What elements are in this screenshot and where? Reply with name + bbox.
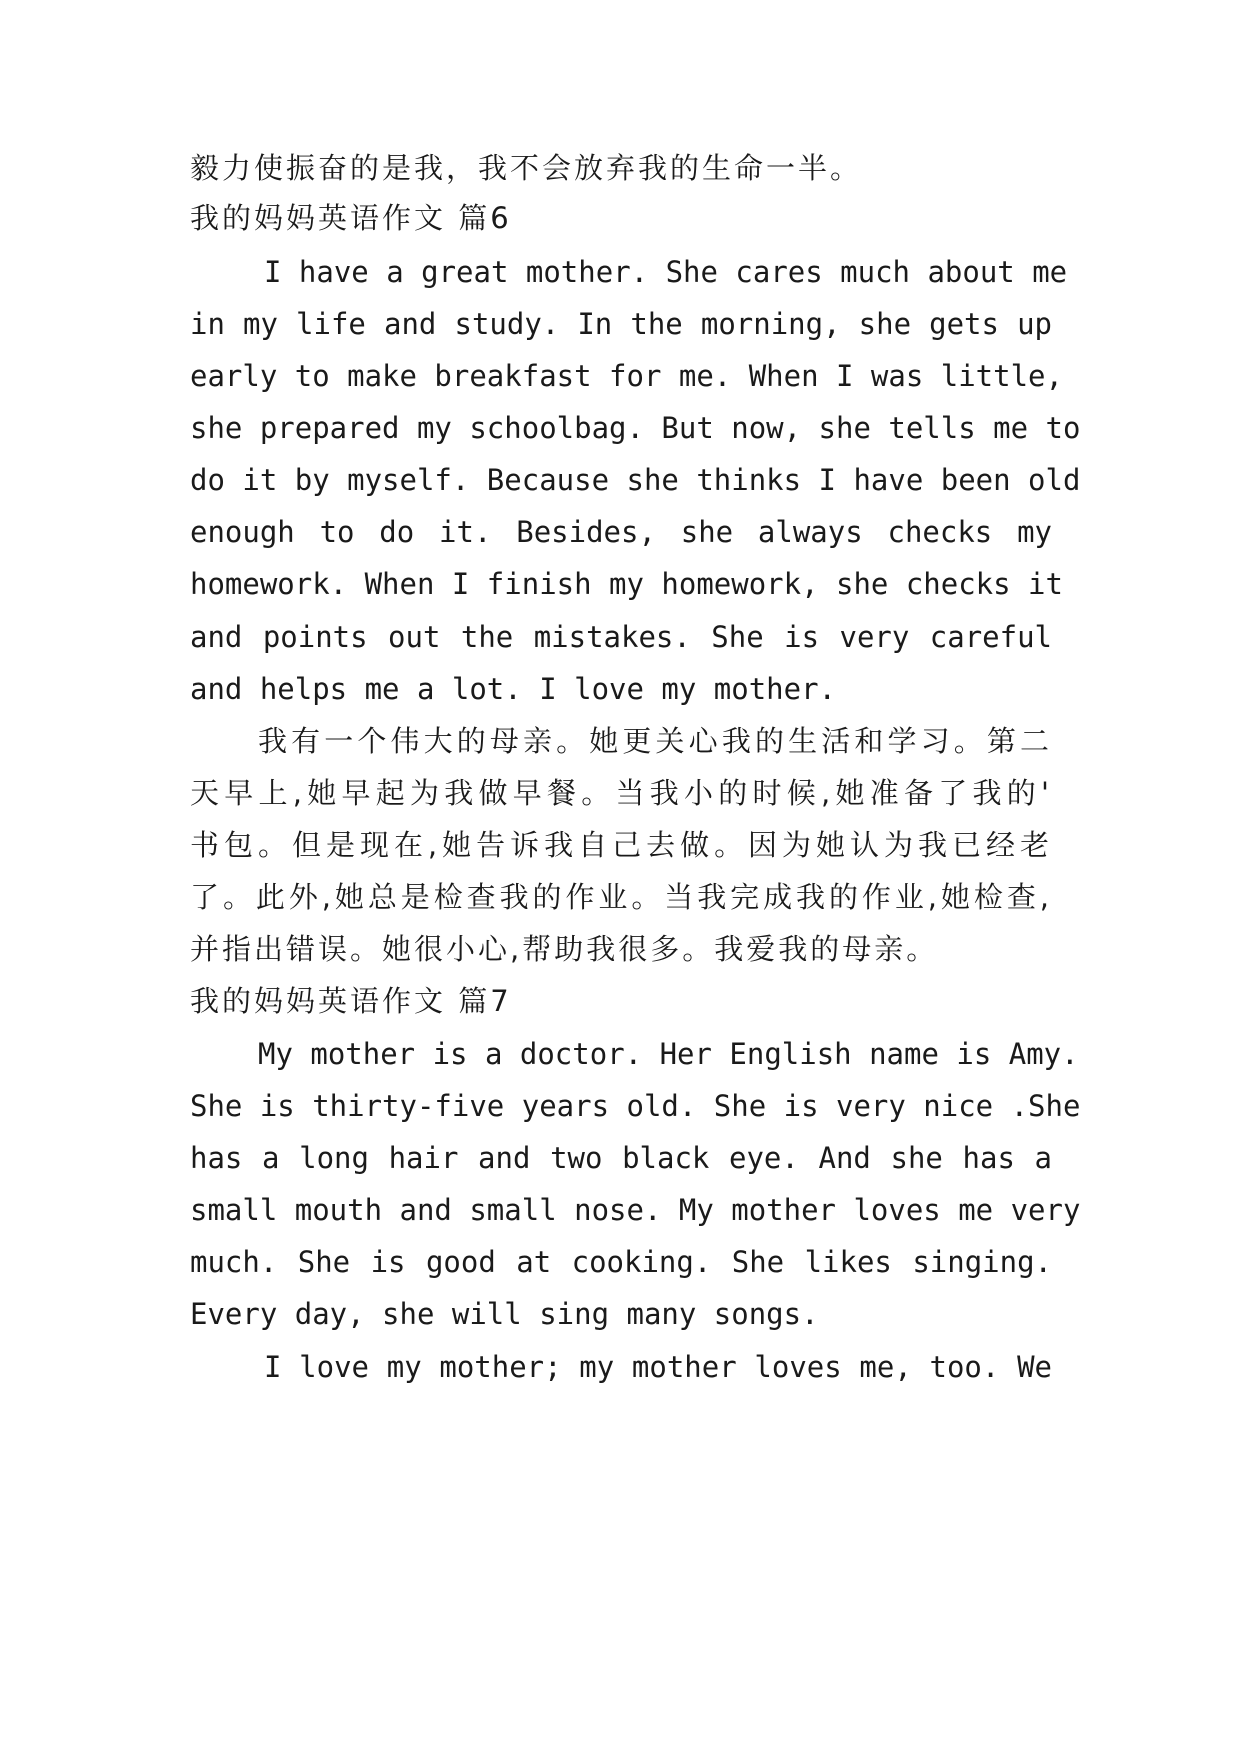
paragraph-line: small mouth and small nose. My mother loves me very [190, 1193, 1081, 1227]
paragraph-line: 了。此外,她总是检查我的作业。当我完成我的作业,她检查, [190, 880, 1052, 914]
section-heading: 我的妈妈英语作文 篇6 [190, 201, 512, 235]
paragraph-line: and helps me a lot. I love my mother. [190, 672, 837, 706]
paragraph-line: she prepared my schoolbag. But now, she tells me to [190, 411, 1081, 445]
paragraph-line: I have a great mother. She cares much about me [264, 255, 1068, 289]
paragraph-line: She is thirty-five years old. She is very nice .She [190, 1089, 1081, 1123]
paragraph-line: My mother is a doctor. Her English name is Amy. [258, 1037, 1079, 1071]
paragraph-line: I love my mother; my mother loves me, too. We [264, 1350, 1052, 1384]
paragraph-line: 书包。但是现在,她告诉我自己去做。因为她认为我已经老 [190, 828, 1052, 862]
paragraph-line: 我有一个伟大的母亲。她更关心我的生活和学习。第二 [258, 724, 1052, 758]
paragraph-line: 天早上,她早起为我做早餐。当我小的时候,她准备了我的' [190, 776, 1052, 810]
paragraph-line: 并指出错误。她很小心,帮助我很多。我爱我的母亲。 [190, 932, 939, 966]
paragraph-line: much. She is good at cooking. She likes singing. [190, 1245, 1052, 1279]
paragraph-line: homework. When I finish my homework, she checks it [190, 567, 1063, 601]
paragraph-line: 毅力使振奋的是我，我不会放弃我的生命一半。 [190, 151, 863, 185]
paragraph-line: do it by myself. Because she thinks I have been old [190, 463, 1081, 497]
paragraph-line: Every day, she will sing many songs. [190, 1297, 819, 1331]
paragraph-line: early to make breakfast for me. When I was little, [190, 359, 1063, 393]
paragraph-line: enough to do it. Besides, she always checks my [190, 515, 1052, 549]
paragraph-line: has a long hair and two black eye. And she has a [190, 1141, 1052, 1175]
section-heading: 我的妈妈英语作文 篇7 [190, 984, 512, 1018]
paragraph-line: in my life and study. In the morning, she gets up [190, 307, 1052, 341]
paragraph-line: and points out the mistakes. She is very careful [190, 620, 1052, 654]
